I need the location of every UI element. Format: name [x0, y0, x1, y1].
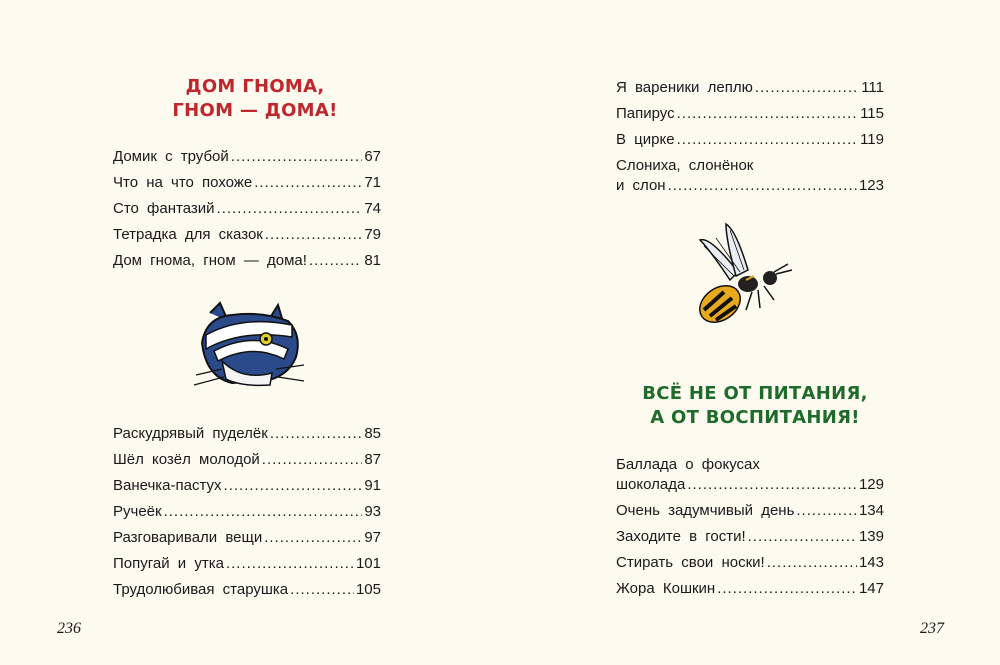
toc-entry[interactable]	[113, 502, 381, 522]
toc-entry[interactable]	[113, 147, 381, 167]
heading-line: ГНОМ — ДОМА!	[172, 100, 338, 121]
entry-line	[616, 475, 884, 495]
entry-page: 67	[364, 148, 381, 165]
page-number: 236	[57, 620, 81, 637]
entry-line	[616, 176, 884, 196]
entry-title: Попугай и утка	[113, 555, 224, 572]
leader-dots	[217, 199, 363, 219]
leader-dots	[767, 553, 857, 573]
entry-title: Ванечка-пастух	[113, 477, 222, 494]
toc-entry[interactable]	[113, 199, 381, 219]
entry-title: Заходите в гости!	[616, 528, 746, 545]
toc-list	[113, 424, 381, 606]
entry-page: 91	[364, 477, 381, 494]
toc-entry[interactable]	[113, 476, 381, 496]
entry-page: 105	[355, 581, 381, 598]
entry-title: Что на что похоже	[113, 174, 253, 191]
entry-title: Домик с трубой	[113, 148, 229, 165]
leader-dots	[677, 104, 858, 124]
toc-entry-multiline[interactable]	[616, 156, 884, 196]
leader-dots	[677, 130, 859, 150]
entry-page: 85	[364, 425, 381, 442]
entry-title: Дом гнома, гном — дома!	[113, 252, 307, 269]
entry-title: Сто фантазий	[113, 200, 215, 217]
entry-page: 129	[858, 476, 884, 493]
entry-title: Трудолюбивая старушка	[113, 581, 289, 598]
leader-dots	[224, 476, 363, 496]
toc-entry[interactable]	[616, 501, 884, 521]
toc-entry[interactable]	[113, 450, 381, 470]
entry-title: Я вареники леплю	[616, 79, 753, 96]
entry-page: 101	[355, 555, 381, 572]
entry-page: 139	[858, 528, 884, 545]
page-number: 237	[920, 620, 944, 637]
leader-dots	[264, 528, 362, 548]
entry-title: Очень задумчивый день	[616, 502, 795, 519]
leader-dots	[717, 579, 857, 599]
leader-dots	[796, 501, 857, 521]
leader-dots	[668, 176, 857, 196]
entry-title: Стирать свои носки!	[616, 554, 765, 571]
toc-entry[interactable]	[113, 173, 381, 193]
toc-entry[interactable]	[113, 424, 381, 444]
wasp-icon	[690, 220, 800, 330]
entry-title: Слониха, слонёнок	[616, 157, 754, 174]
entry-page: 93	[364, 503, 381, 520]
right-page	[500, 0, 1000, 665]
leader-dots	[290, 580, 354, 600]
entry-line	[616, 156, 884, 176]
leader-dots	[687, 475, 857, 495]
leader-dots	[262, 450, 363, 470]
entry-title: Папирус	[616, 105, 675, 122]
entry-page: 119	[860, 131, 884, 148]
entry-title: Шёл козёл молодой	[113, 451, 260, 468]
entry-page: 115	[860, 105, 884, 122]
entry-title: шоколада	[616, 476, 686, 493]
leader-dots	[270, 424, 363, 444]
toc-list	[616, 78, 884, 202]
toc-entry-multiline[interactable]	[616, 455, 884, 495]
toc-entry[interactable]	[113, 251, 381, 271]
bandaged-cat-icon	[192, 295, 307, 390]
heading-line: ВСЁ НЕ ОТ ПИТАНИЯ,	[642, 383, 868, 404]
entry-page: 79	[364, 226, 381, 243]
leader-dots	[309, 251, 362, 271]
entry-page: 147	[858, 580, 884, 597]
toc-entry[interactable]	[616, 553, 884, 573]
entry-page: 71	[364, 174, 381, 191]
entry-title: Разговаривали вещи	[113, 529, 263, 546]
section-heading	[610, 382, 900, 430]
leader-dots	[164, 502, 363, 522]
toc-list	[616, 455, 884, 605]
entry-page: 134	[858, 502, 884, 519]
toc-entry[interactable]	[113, 580, 381, 600]
entry-page: 143	[858, 554, 884, 571]
toc-entry[interactable]	[616, 527, 884, 547]
entry-page: 111	[861, 79, 884, 96]
entry-line	[616, 455, 884, 475]
entry-title: Жора Кошкин	[616, 580, 716, 597]
toc-entry[interactable]	[113, 554, 381, 574]
entry-title: Тетрадка для сказок	[113, 226, 263, 243]
leader-dots	[254, 173, 362, 193]
entry-page: 81	[364, 252, 381, 269]
entry-title: Ручеёк	[113, 503, 162, 520]
leader-dots	[755, 78, 859, 98]
heading-line: А ОТ ВОСПИТАНИЯ!	[650, 407, 860, 428]
toc-entry[interactable]	[113, 225, 381, 245]
toc-entry[interactable]	[616, 78, 884, 98]
toc-entry[interactable]	[113, 528, 381, 548]
section-heading	[130, 75, 380, 123]
entry-title: Раскудрявый пуделёк	[113, 425, 268, 442]
entry-title: Баллада о фокусах	[616, 456, 760, 473]
toc-list	[113, 147, 381, 277]
toc-entry[interactable]	[616, 130, 884, 150]
heading-line: ДОМ ГНОМА,	[185, 76, 325, 97]
entry-title: В цирке	[616, 131, 675, 148]
entry-page: 97	[364, 529, 381, 546]
entry-page: 74	[364, 200, 381, 217]
leader-dots	[265, 225, 362, 245]
toc-entry[interactable]	[616, 579, 884, 599]
leader-dots	[231, 147, 363, 167]
leader-dots	[748, 527, 857, 547]
entry-title: и слон	[616, 177, 666, 194]
toc-entry[interactable]	[616, 104, 884, 124]
entry-page: 87	[364, 451, 381, 468]
entry-page: 123	[858, 177, 884, 194]
leader-dots	[226, 554, 354, 574]
